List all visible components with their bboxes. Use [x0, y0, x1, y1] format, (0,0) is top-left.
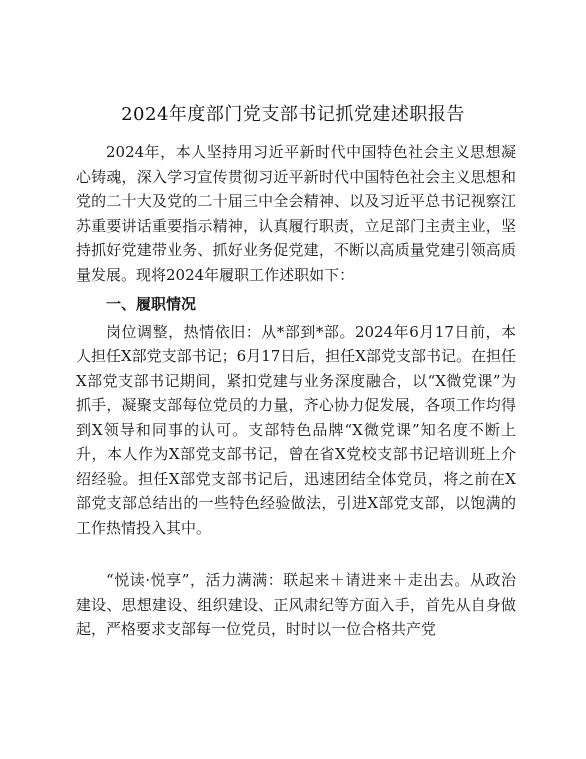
- document-body: [76, 140, 516, 642]
- section1-paragraph-2: “悦读·悦享”，活力满满：联起来＋请进来＋走出去。从政治建设、思想建设、组织建设、正风肃纪等方面入手，首先从自身做起，严格要求支部每一位党员，时时以一位合格共产党: [76, 571, 516, 638]
- section-heading-performance: 一、履职情况: [106, 295, 197, 313]
- document-title: 2024年度部门党支部书记抓党建述职报告: [121, 104, 465, 125]
- section1-paragraph-1: 岗位调整，热情依旧：从*部到*部。2024年6月17日前，本人担任X部党支部书记；6月17日后，担任X部党支部书记。在担任X部党支部书记期间，紧扣党建与业务深度融合，以“X微党课”为抓手，凝聚支部每位党员的力量，齐心协力促发展，各项工作均得到X领导和同事的认可。支部特色品牌“X微党课”知名度不断上升，本人作为X部党支部书记，曾在省X党校支部书记培训班上介绍经验。担任X部党支部书记后，迅速团结全体党员，将之前在X部党支部总结出的一些特色经验做法，引进X部党支部，以饱满的工作热情投入其中。: [76, 322, 516, 537]
- intro-paragraph: 2024年，本人坚持用习近平新时代中国特色社会主义思想凝心铸魂，深入学习宣传贯彻习近平新时代中国特色社会主义思想和党的二十大及党的二十届三中全会精神、以及习近平总书记视察江苏重要讲话重要指示精神，认真履行职责，立足部门主责主业，坚持抓好党建带业务、抓好业务促党建，不断以高质量党建引领高质量发展。现将2024年履职工作述职如下：: [76, 143, 516, 284]
